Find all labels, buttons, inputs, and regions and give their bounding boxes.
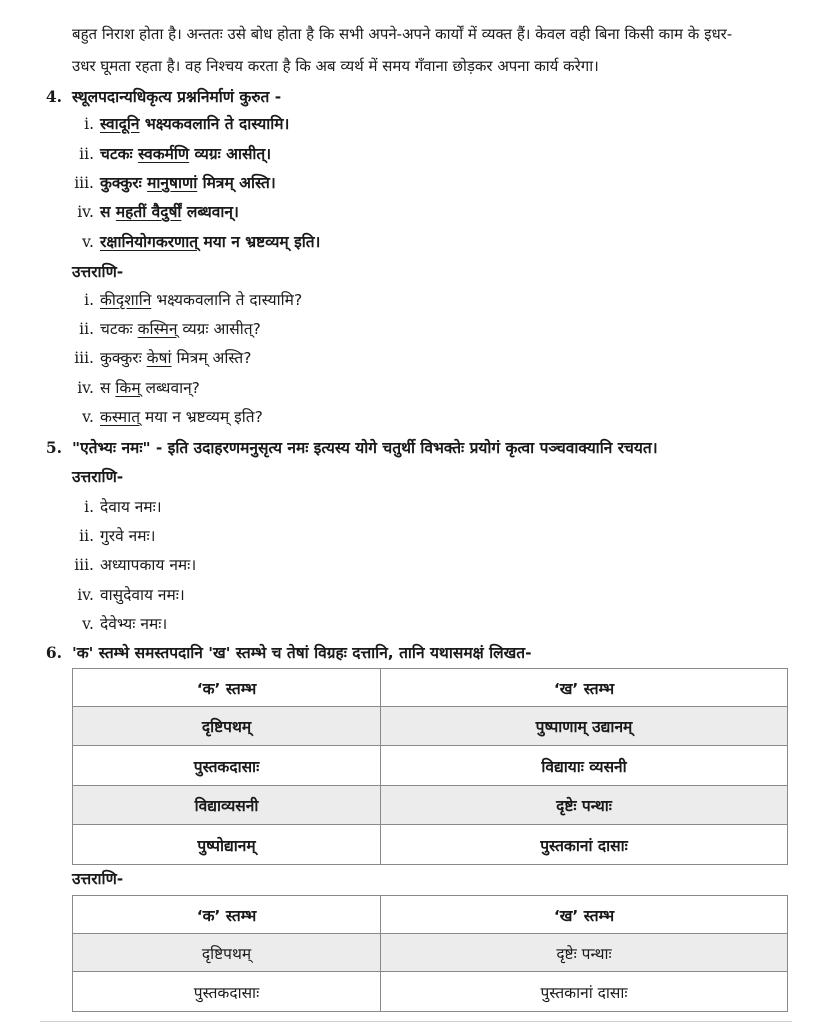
q4-question-item-rest: भक्ष्यकवलानि ते दास्यामि। bbox=[139, 115, 290, 133]
q5-title: "एतेभ्यः नमः" - इति उदाहरणमनुसृत्य नमः इत्यस्य योगे चतुर्थी विभक्तेः प्रयोगं कृत्वा पञ्चवाक्यानि रचयत। bbox=[72, 439, 658, 457]
q4-question-item-underlined-word: स्वकर्मणि bbox=[138, 145, 190, 163]
q5-answer-item: देवेभ्यः नमः। bbox=[100, 615, 168, 633]
q4-answer-item-underlined-word: किम् bbox=[115, 379, 141, 397]
q4-question-item bbox=[100, 232, 320, 252]
q5-answer-item-numeral: i. bbox=[84, 498, 94, 516]
q5-answer-item-numeral: ii. bbox=[79, 527, 94, 545]
q4-question-item-rest: लब्धवान्। bbox=[181, 203, 239, 221]
q4-answer-item-numeral: ii. bbox=[79, 320, 94, 338]
q4-question-item-underlined-word: स्वादूनि bbox=[100, 115, 140, 133]
q4-answer-item-rest: मित्रम् अस्ति? bbox=[171, 349, 252, 367]
page-bottom-divider bbox=[40, 1021, 792, 1022]
q5-answer-label: उत्तराणि- bbox=[72, 468, 124, 486]
q6-matching-table bbox=[72, 668, 788, 865]
q5-answer-item-numeral: iv. bbox=[77, 586, 94, 604]
table1-cell: पुस्तकानां दासाः bbox=[381, 825, 788, 865]
q4-answer-item-numeral: i. bbox=[84, 291, 94, 309]
q4-question-item-rest: मया न भ्रष्टव्यम् इति। bbox=[198, 233, 321, 251]
q4-answer-item-underlined-word: कीदृशानि bbox=[100, 291, 152, 309]
q4-answer-item-rest: व्यग्रः आसीत्? bbox=[177, 320, 261, 338]
q4-answer-item-underlined-word: केषां bbox=[146, 349, 172, 367]
q4-question-item-underlined-word: रक्षानियोगकरणात् bbox=[100, 233, 199, 251]
table2-header-kha: ‘ख’ स्तम्भ bbox=[381, 896, 788, 934]
q4-question-item-prefix: चटकः bbox=[100, 145, 139, 163]
q4-answer-item-prefix: चटकः bbox=[100, 320, 138, 338]
q5-answer-item: गुरवे नमः। bbox=[100, 527, 156, 545]
q4-answer-item-numeral: iii. bbox=[74, 349, 94, 367]
q4-answer-label: उत्तराणि- bbox=[72, 263, 124, 281]
table2-cell: दृष्टिपथम् bbox=[73, 934, 381, 972]
q4-question-item-numeral: iii. bbox=[74, 174, 94, 192]
q4-question-item-numeral: v. bbox=[82, 233, 94, 251]
q4-question-item-rest: व्यग्रः आसीत्। bbox=[189, 145, 272, 163]
q4-question-item bbox=[100, 114, 289, 134]
table2-cell: पुस्तकानां दासाः bbox=[381, 972, 788, 1012]
q4-question-item-rest: मित्रम् अस्ति। bbox=[197, 174, 276, 192]
q4-answer-item bbox=[100, 378, 200, 398]
q4-answer-item-numeral: iv. bbox=[77, 379, 94, 397]
q4-question-item bbox=[100, 202, 239, 222]
q4-answer-item-prefix: कुक्कुरः bbox=[100, 349, 147, 367]
q4-question-item-prefix: स bbox=[100, 203, 116, 221]
q6-answer-label: उत्तराणि- bbox=[72, 870, 124, 888]
q4-answer-item bbox=[100, 319, 261, 339]
q4-answer-item-rest: लब्धवान्? bbox=[140, 379, 200, 397]
intro-line-1: बहुत निराश होता है। अन्ततः उसे बोध होता है कि सभी अपने-अपने कार्यों में व्यक्त हैं। केवल वही बिना किसी काम के इधर- bbox=[72, 25, 733, 43]
q5-answer-item-numeral: v. bbox=[82, 615, 94, 633]
q6-title: 'क' स्तम्भे समस्तपदानि 'ख' स्तम्भे च तेषां विग्रहः दत्तानि, तानि यथासमक्षं लिखत- bbox=[72, 644, 532, 662]
q4-number: 4. bbox=[45, 87, 62, 106]
q5-number: 5. bbox=[45, 438, 62, 457]
q4-question-item-numeral: ii. bbox=[79, 145, 94, 163]
table1-cell: पुष्पोद्यानम् bbox=[73, 825, 381, 865]
q4-question-item bbox=[100, 173, 276, 193]
q4-answer-item bbox=[100, 348, 251, 368]
q4-answer-item-prefix: स bbox=[100, 379, 116, 397]
q4-answer-item-underlined-word: कस्मिन् bbox=[137, 320, 178, 338]
table2-header-ka: ‘क’ स्तम्भ bbox=[73, 896, 381, 934]
q4-question-item bbox=[100, 144, 271, 164]
q4-answer-item-numeral: v. bbox=[82, 408, 94, 426]
table2-cell: दृष्टेः पन्थाः bbox=[381, 934, 788, 972]
q5-answer-item: देवाय नमः। bbox=[100, 498, 162, 516]
table1-cell: दृष्टेः पन्थाः bbox=[381, 786, 788, 825]
q4-title: स्थूलपदान्यधिकृत्य प्रश्ननिर्माणं कुरुत - bbox=[72, 88, 282, 106]
q4-answer-item-underlined-word: कस्मात् bbox=[100, 408, 141, 426]
table1-cell: पुष्पाणाम् उद्यानम् bbox=[381, 707, 788, 746]
q4-answer-item-rest: भक्ष्यकवलानि ते दास्यामि? bbox=[151, 291, 303, 309]
q4-question-item-underlined-word: मानुषाणां bbox=[147, 174, 198, 192]
q4-answer-item bbox=[100, 290, 302, 310]
q4-question-item-numeral: iv. bbox=[77, 203, 94, 221]
q4-answer-item-rest: मया न भ्रष्टव्यम् इति? bbox=[140, 408, 263, 426]
table1-cell: दृष्टिपथम् bbox=[73, 707, 381, 746]
q4-question-item-underlined-word: महतीं वैदुर्षीं bbox=[115, 203, 182, 221]
q5-answer-item: वासुदेवाय नमः। bbox=[100, 586, 185, 604]
table1-cell: विद्याव्यसनी bbox=[73, 786, 381, 825]
table1-header-ka: ‘क’ स्तम्भ bbox=[73, 669, 381, 707]
table2-cell: पुस्तकदासाः bbox=[73, 972, 381, 1012]
q6-answer-table bbox=[72, 895, 788, 1012]
table1-cell: पुस्तकदासाः bbox=[73, 746, 381, 786]
q5-answer-item-numeral: iii. bbox=[74, 556, 94, 574]
q4-question-item-prefix: कुक्कुरः bbox=[100, 174, 148, 192]
table1-header-kha: ‘ख’ स्तम्भ bbox=[381, 669, 788, 707]
q4-answer-item bbox=[100, 407, 263, 427]
q5-answer-item: अध्यापकाय नमः। bbox=[100, 556, 197, 574]
table1-cell: विद्यायाः व्यसनी bbox=[381, 746, 788, 786]
q6-number: 6. bbox=[45, 643, 62, 662]
q4-question-item-numeral: i. bbox=[84, 115, 94, 133]
intro-line-2: उधर घूमता रहता है। वह निश्चय करता है कि अब व्यर्थ में समय गँवाना छोड़कर अपना कार्य करेगा। bbox=[72, 57, 599, 75]
